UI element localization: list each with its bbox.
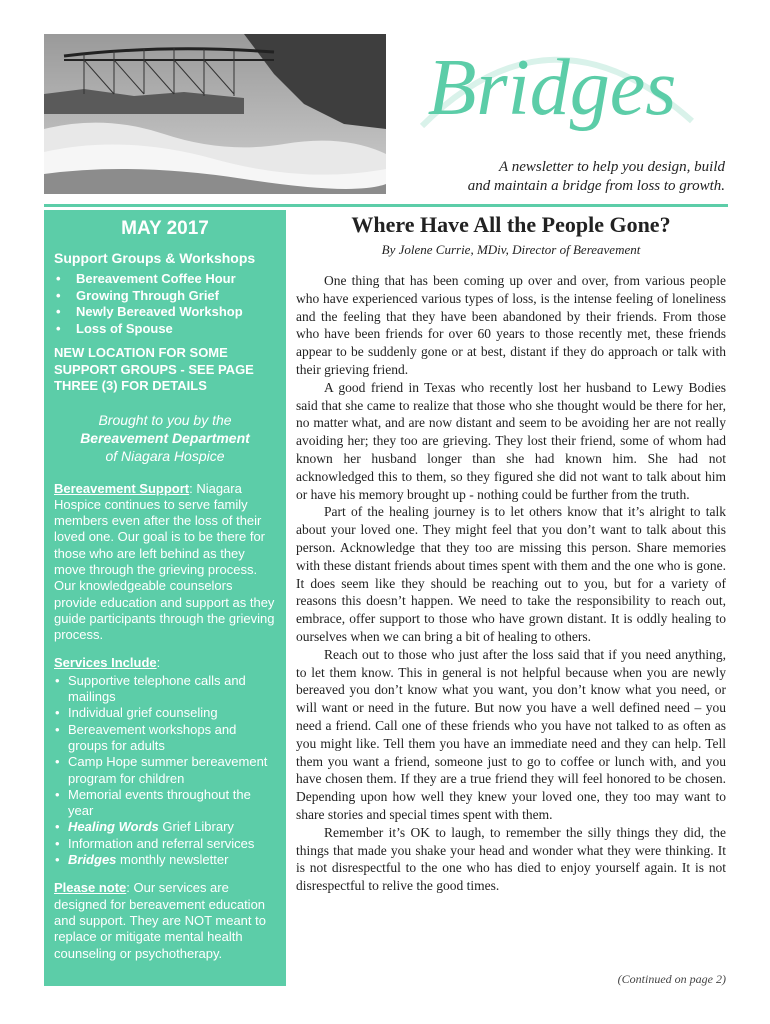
list-item: • Loss of Spouse xyxy=(76,321,276,338)
article-paragraph: Part of the healing journey is to let others know that it’s alright to talk about your loved one. They might feel that you don’t want to talk about this person. Acknowledge that they too are missing this person. Share memories with these distant friends about times spent with them and the one who is gone. It does seem like they should be reaching out to you, but for a variety of reasons this doesn’t happen. We need to take the responsibility to reach out, embrace, offer support to those who have grown distant. It is oddly healing to ourselves when we can bring a bit of healing to others. xyxy=(296,504,726,644)
list-item: • Memorial events throughout the year xyxy=(66,787,276,820)
article-title: Where Have All the People Gone? xyxy=(351,212,671,237)
services-label: Services Include xyxy=(54,655,157,671)
support-text: : Niagara Hospice continues to serve family members even after the loss of their loved one. Our goal is to be there for those who are left behind as they move through the grieving process. Our knowledgeable counselors provide education and support as they guide participants through the grieving process. xyxy=(54,480,275,643)
bridge-photo xyxy=(44,34,386,194)
services-heading xyxy=(54,655,276,671)
list-item: • Supportive telephone calls and mailings xyxy=(66,673,276,706)
article-paragraph: One thing that has been coming up over and over, from various people who have experienced various types of loss, is the intense feeling of loneliness and the feeling that they have been abandoned by their friends. From those who have been friends for over 60 years to those recently met, these friends appear to be suddenly gone or at best, distant if they do approach or talk with their grieving friend. xyxy=(296,273,726,377)
bridges-label: Bridges xyxy=(68,852,117,868)
brought-line-3: of Niagara Hospice xyxy=(105,447,225,464)
tagline-line-1: A newsletter to help you design, build xyxy=(499,159,725,175)
list-item: • Individual grief counseling xyxy=(66,705,276,721)
note-label: Please note xyxy=(54,880,127,896)
location-notice: NEW LOCATION FOR SOME SUPPORT GROUPS - SEE PAGE THREE (3) FOR DETAILS xyxy=(54,345,254,393)
groups-heading: Support Groups & Workshops xyxy=(54,250,256,266)
sidebar xyxy=(44,210,286,986)
groups-list xyxy=(54,271,276,337)
list-item xyxy=(66,852,276,868)
article-paragraph: Remember it’s OK to laugh, to remember the silly things they did, the things that made you shake your head and wonder what they were thinking. It is not disrespectful to the one who has died to enjoy yourself again. It is not disrespectful to relive the good times. xyxy=(296,824,726,894)
list-item xyxy=(66,819,276,835)
article-byline: By Jolene Currie, MDiv, Director of Bereavement xyxy=(381,242,641,257)
services-list xyxy=(54,673,276,869)
tagline-line-2: and maintain a bridge from loss to growth. xyxy=(467,178,725,194)
bridges-rest: monthly newsletter xyxy=(116,852,229,868)
article xyxy=(296,212,726,895)
brought-to-you xyxy=(54,411,276,465)
article-paragraph: Reach out to those who just after the loss said that if you need anything, to let them know. This in general is not helpful because when you are newly bereaved you don’t know what you want, you don’t know what you need, or will want or need in the future. But now you have a well defined need – you need a friend. Call one of these friends who you have not talked to as often as you might like. Tell them you have an immediate need and they can help. Tell them you want a friend, someone just to go to coffee or lunch with, and you have chosen them. If they are a true friend they will feel honored to be chosen. Depending upon how well they knew your loved one, they too may want to share stories and special times spent with them. xyxy=(296,646,726,822)
list-item: • Newly Bereaved Workshop xyxy=(76,304,276,321)
brought-line-1: Brought to you by the xyxy=(98,411,232,428)
healing-words-label: Healing Words xyxy=(68,819,159,835)
note-paragraph xyxy=(54,880,276,961)
list-item: • Bereavement Coffee Hour xyxy=(76,271,276,288)
support-label: Bereavement Support xyxy=(54,480,190,496)
masthead-divider xyxy=(44,204,728,207)
masthead-title: Bridges xyxy=(427,44,677,132)
support-paragraph xyxy=(54,481,276,644)
article-paragraph: A good friend in Texas who recently lost her husband to Lewy Bodies said that she came to realize that those who she thought would be there for her, no matter what, and are now distant and seem to be avoiding her are not really avoiding her; they too are grieving. They lost their friend, some of whom had known her husband longer than she had known him. She had not acknowledged this to them, so they figured she did not want to talk about him or have his memory brought up - nothing could be further from the truth. xyxy=(296,379,726,502)
services-colon: : xyxy=(156,655,161,671)
masthead-logo xyxy=(392,26,712,146)
list-item: • Growing Through Grief xyxy=(76,288,276,305)
article-body xyxy=(296,272,726,895)
list-item: • Camp Hope summer bereavement program for children xyxy=(66,754,276,787)
brought-line-2: Bereavement Department xyxy=(80,429,250,446)
healing-words-rest: Grief Library xyxy=(158,819,234,835)
continued-note: (Continued on page 2) xyxy=(617,972,726,986)
tagline xyxy=(440,158,725,196)
list-item: • Information and referral services xyxy=(66,836,276,852)
note-text: : Our services are designed for bereavement education and support. They are NOT meant to replace or mitigate mental health counseling or psychotherapy. xyxy=(54,880,266,961)
list-item: • Bereavement workshops and groups for adults xyxy=(66,722,276,755)
issue-month: MAY 2017 xyxy=(121,218,209,239)
